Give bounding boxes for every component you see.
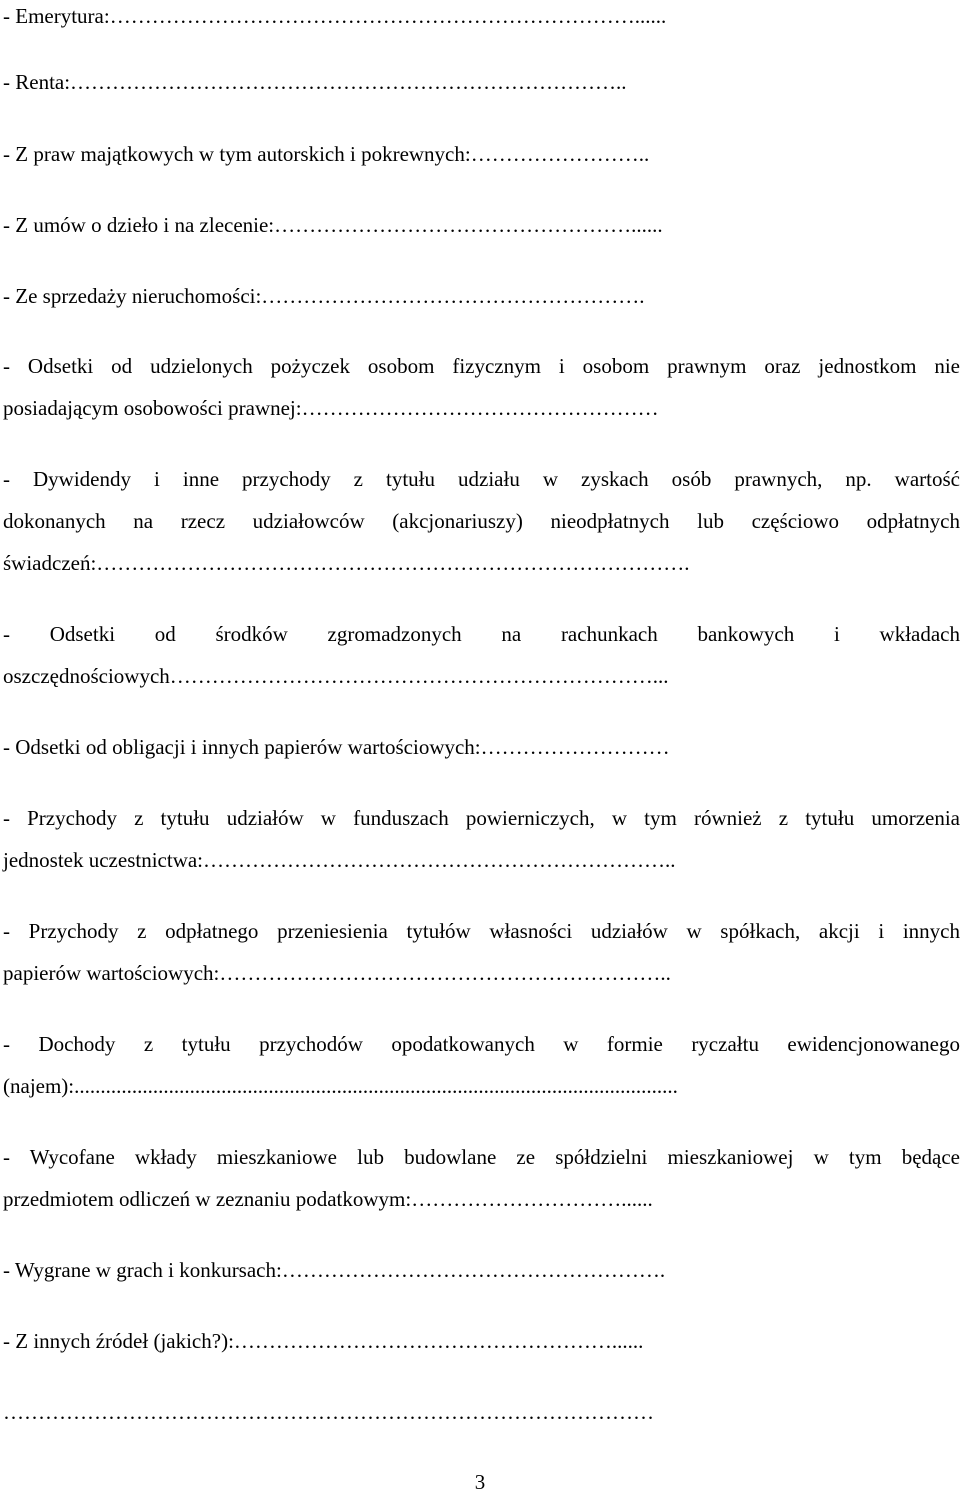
entry-ryczalt-line2: (najem):................................................................................................................... <box>3 1074 678 1098</box>
entry-dywidendy-line1: - Dywidendy i inne przychody z tytułu udziału w zyskach osób prawnych, np. wartość <box>3 467 960 491</box>
entry-wklady-line1: - Wycofane wkłady mieszkaniowe lub budowlane ze spółdzielni mieszkaniowej w tym będące <box>3 1145 960 1169</box>
entry-renta: - Renta:…………………………………………………………………….. <box>3 70 627 94</box>
entry-wklady-line2: przedmiotem odliczeń w zeznaniu podatkowym:…………………………...... <box>3 1187 653 1211</box>
entry-odsetki-pozyczki-line1: - Odsetki od udzielonych pożyczek osobom fizycznym i osobom prawnym oraz jednostkom nie <box>3 354 960 378</box>
entry-dywidendy-line2: dokonanych na rzecz udziałowców (akcjonariuszy) nieodpłatnych lub częściowo odpłatnych <box>3 509 960 533</box>
entry-umowy-dzielo: - Z umów o dzieło i na zlecenie:……………………………………………...... <box>3 213 663 237</box>
page-number: 3 <box>474 1470 486 1494</box>
entry-ryczalt-line1: - Dochody z tytułu przychodów opodatkowanych w formie ryczałtu ewidencjonowanego <box>3 1032 960 1056</box>
entry-odsetki-bankowe-line2: oszczędnościowych……………………………………………………………... <box>3 664 669 688</box>
entry-odsetki-pozyczki-line2: posiadającym osobowości prawnej:…………………………………………… <box>3 396 659 420</box>
entry-dywidendy-line3: świadczeń:…………………………………………………………………………. <box>3 551 690 575</box>
entry-fundusze-line2: jednostek uczestnictwa:………………………………………………………….. <box>3 848 676 872</box>
entry-przeniesienie-line1: - Przychody z odpłatnego przeniesienia tytułów własności udziałów w spółkach, akcji i innych <box>3 919 960 943</box>
entry-dotted-fill: ………………………………………………………………………………… <box>3 1400 654 1424</box>
entry-odsetki-bankowe-line1: - Odsetki od środków zgromadzonych na rachunkach bankowych i wkładach <box>3 622 960 646</box>
entry-emerytura: - Emerytura:…………………………………………………………………...... <box>3 4 667 28</box>
entry-prawa-majatkowe: - Z praw majątkowych w tym autorskich i pokrewnych:…………………….. <box>3 142 650 166</box>
entry-przeniesienie-line2: papierów wartościowych:……………………………………………………….. <box>3 961 671 985</box>
entry-inne-zrodla: - Z innych źródeł (jakich?):………………………………………………...... <box>3 1329 644 1353</box>
entry-fundusze-line1: - Przychody z tytułu udziałów w funduszach powierniczych, w tym również z tytułu umorzenia <box>3 806 960 830</box>
entry-wygrane: - Wygrane w grach i konkursach:………………………………………………. <box>3 1258 666 1282</box>
entry-sprzedaz-nieruchomosci: - Ze sprzedaży nieruchomości:………………………………………………. <box>3 284 645 308</box>
entry-odsetki-obligacje: - Odsetki od obligacji i innych papierów wartościowych:……………………… <box>3 735 670 759</box>
